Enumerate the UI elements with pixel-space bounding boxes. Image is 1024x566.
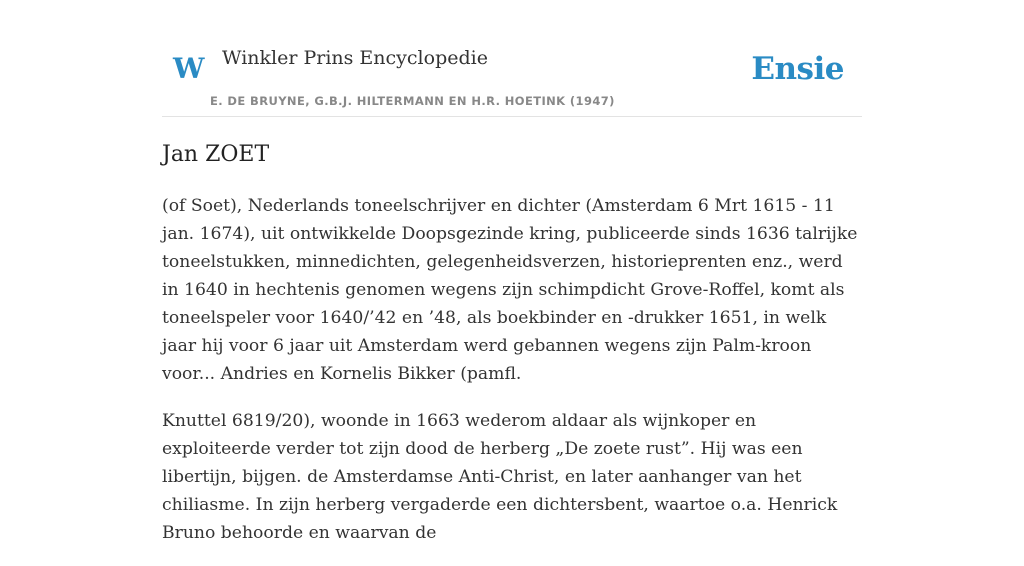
encyclopedie-logo-icon[interactable]: W (173, 52, 205, 85)
article-body (162, 192, 862, 566)
article-paragraph: (of Soet), Nederlands toneelschrijver en dichter (Amsterdam 6 Mrt 1615 - 11 jan. 1674), uit ontwikkelde Doopsgezinde kring, publiceerde sinds 1636 talrijke toneelstukken, minnedichten, gelegenheidsverzen, historieprenten enz., werd in 1640 in hechtenis genomen wegens zijn schimpdicht Grove-Roffel, komt als toneelspeler voor 1640/’42 en ’48, als boekbinder en -drukker 1651, in welk jaar hij voor 6 jaar uit Amsterdam werd gebannen wegens zijn Palm-kroon voor... Andries en Kornelis Bikker (pamfl. (162, 196, 858, 384)
publication-authors: E. DE BRUYNE, G.B.J. HILTERMANN EN H.R. HOETINK (1947) (210, 94, 615, 108)
article-paragraph: Knuttel 6819/20), woonde in 1663 wederom aldaar als wijnkoper en exploiteerde verder tot zijn dood de herberg „De zoete rust”. Hij was een libertijn, bijgen. de Amsterdamse Anti-Christ, en later aanhanger van het chiliasme. In zijn herberg vergaderde een dichtersbent, waartoe o.a. Henrick Bruno behoorde en waarvan de (162, 411, 838, 543)
ensie-logo[interactable]: Ensie (751, 51, 844, 87)
publication-title[interactable]: Winkler Prins Encyclopedie (222, 47, 488, 69)
page (162, 0, 862, 543)
article-title: Jan ZOET (162, 142, 270, 167)
header (162, 0, 862, 117)
